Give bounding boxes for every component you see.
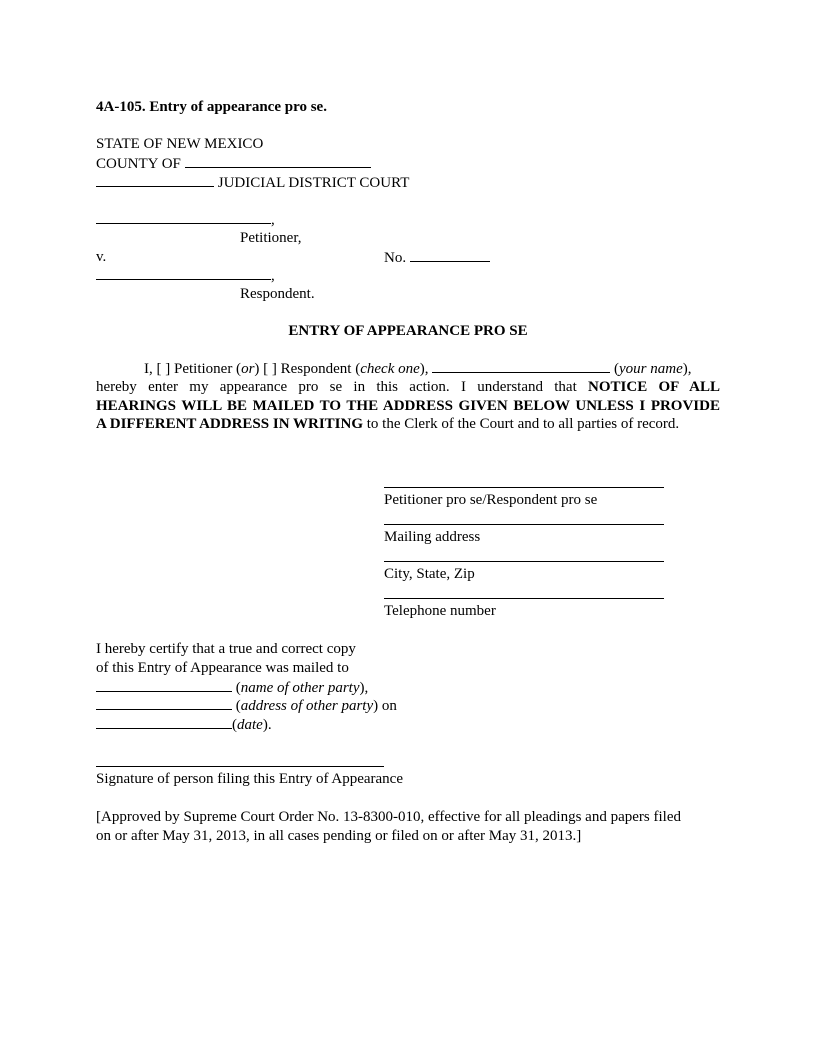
other-party-address-line bbox=[96, 696, 397, 715]
county-line bbox=[96, 154, 371, 173]
text: check one bbox=[360, 361, 420, 377]
text: ) on bbox=[373, 698, 397, 714]
body-line-1 bbox=[144, 359, 692, 378]
body-line-4 bbox=[96, 415, 679, 433]
text: or bbox=[241, 361, 255, 377]
text: your name bbox=[619, 361, 683, 377]
text: ) [ ] Respondent ( bbox=[254, 361, 361, 377]
respondent-name-line bbox=[96, 266, 275, 285]
state-label: STATE OF NEW MEXICO bbox=[96, 136, 264, 152]
telephone-rule[interactable] bbox=[384, 598, 664, 599]
other-party-address-blank[interactable] bbox=[96, 696, 232, 710]
certificate-line-2: of this Entry of Appearance was mailed to bbox=[96, 660, 349, 676]
comma: , bbox=[271, 212, 275, 228]
text: to the Clerk of the Court and to all parties of record. bbox=[366, 416, 680, 432]
comma: , bbox=[271, 268, 275, 284]
text: ), bbox=[419, 361, 429, 377]
text: ( bbox=[232, 680, 241, 696]
certificate-line-1: I hereby certify that a true and correct copy bbox=[96, 641, 356, 657]
date-blank[interactable] bbox=[96, 715, 232, 729]
text: ), bbox=[359, 680, 369, 696]
body-line-3: HEARINGS WILL BE MAILED TO THE ADDRESS GIVEN BELOW UNLESS I PROVIDE bbox=[96, 398, 720, 414]
approval-note-line-2: on or after May 31, 2013, in all cases pending or filed on or after May 31, 2013.] bbox=[96, 828, 582, 844]
document-title: ENTRY OF APPEARANCE PRO SE bbox=[288, 323, 528, 339]
text: ( bbox=[614, 361, 620, 377]
telephone-label: Telephone number bbox=[384, 603, 496, 619]
case-number-line bbox=[384, 248, 490, 267]
other-party-name-line bbox=[96, 678, 368, 697]
respondent-label: Respondent. bbox=[240, 286, 315, 302]
petitioner-name-blank[interactable] bbox=[96, 210, 271, 224]
date-line bbox=[96, 715, 272, 734]
text: ( bbox=[232, 698, 241, 714]
text: ), bbox=[682, 361, 692, 377]
text: ). bbox=[262, 717, 272, 733]
city-state-zip-rule[interactable] bbox=[384, 561, 664, 562]
other-party-name-blank[interactable] bbox=[96, 678, 232, 692]
mailing-address-label: Mailing address bbox=[384, 529, 481, 545]
petitioner-label: Petitioner, bbox=[240, 230, 302, 246]
text: name of other party bbox=[240, 680, 360, 696]
text: address of other party bbox=[240, 698, 374, 714]
filer-signature-label: Signature of person filing this Entry of Appearance bbox=[96, 771, 404, 787]
county-label: COUNTY OF bbox=[96, 156, 181, 172]
mailing-address-rule[interactable] bbox=[384, 524, 664, 525]
county-blank[interactable] bbox=[185, 154, 371, 168]
court-label: JUDICIAL DISTRICT COURT bbox=[217, 175, 410, 191]
approval-note-line-1: [Approved by Supreme Court Order No. 13-8300-010, effective for all pleadings and papers filed bbox=[96, 809, 681, 825]
your-name-blank[interactable] bbox=[432, 359, 610, 373]
signature-rule[interactable] bbox=[384, 487, 664, 488]
petitioner-name-line bbox=[96, 210, 275, 229]
versus-label: v. bbox=[96, 249, 107, 265]
case-number-label: No. bbox=[384, 250, 407, 266]
form-number-heading: 4A-105. Entry of appearance pro se. bbox=[96, 99, 327, 115]
pro-se-label: Petitioner pro se/Respondent pro se bbox=[384, 492, 598, 508]
court-line bbox=[96, 173, 409, 192]
text: A DIFFERENT ADDRESS IN WRITING bbox=[96, 416, 364, 432]
body-line-2 bbox=[96, 378, 720, 396]
text: NOTICE OF ALL bbox=[588, 379, 721, 395]
text: date bbox=[237, 717, 263, 733]
filer-signature-rule[interactable] bbox=[96, 766, 384, 767]
respondent-name-blank[interactable] bbox=[96, 266, 271, 280]
district-blank[interactable] bbox=[96, 173, 214, 187]
text: I, [ ] Petitioner ( bbox=[144, 361, 242, 377]
city-state-zip-label: City, State, Zip bbox=[384, 566, 475, 582]
text: hereby enter my appearance pro se in this action. I understand that bbox=[96, 379, 577, 395]
case-number-blank[interactable] bbox=[410, 248, 490, 262]
text: ( bbox=[232, 717, 237, 733]
